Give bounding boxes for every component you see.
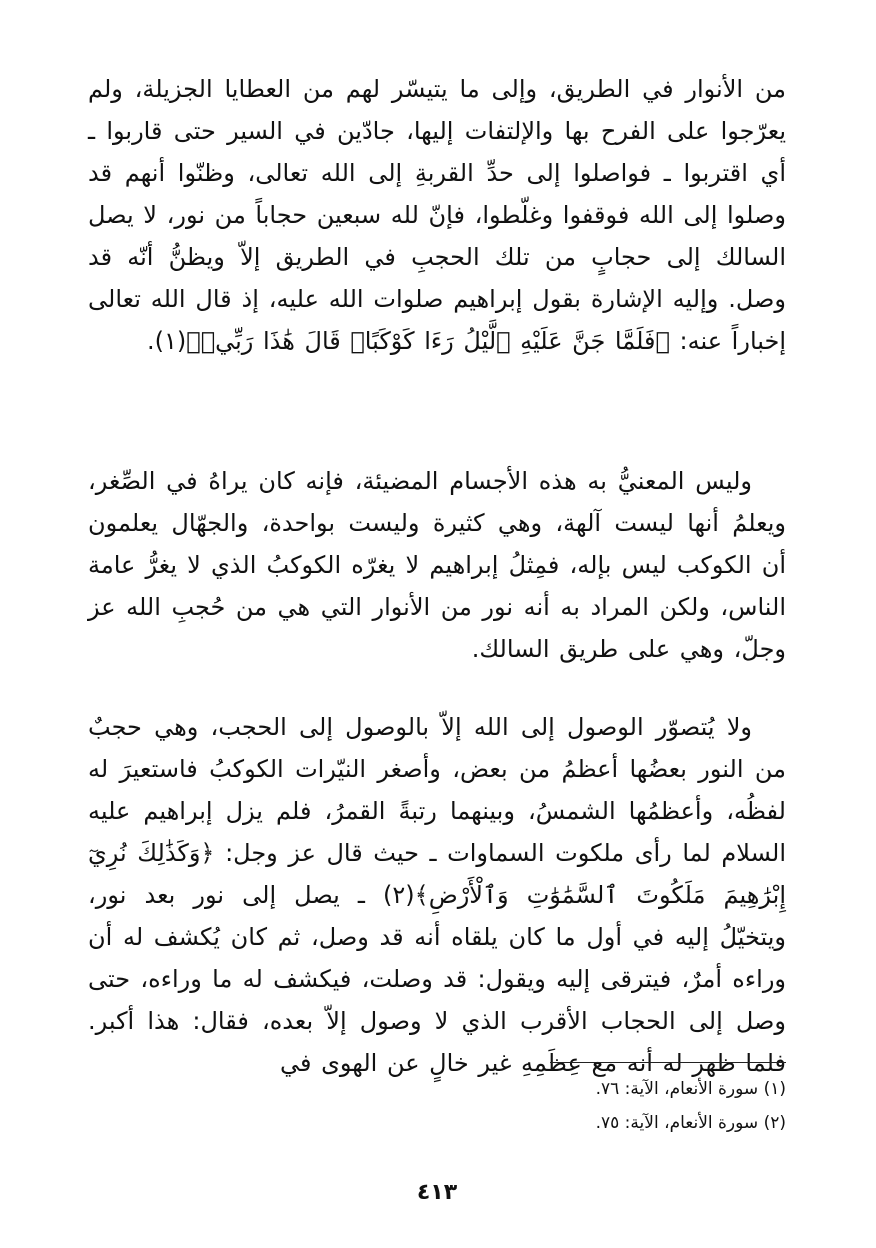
book-page bbox=[88, 60, 786, 1205]
footnote-2: (٢) سورة الأنعام، الآية: ٧٥. bbox=[595, 1113, 786, 1133]
paragraph-3: ولا يُتصوّر الوصول إلى الله إلاّ بالوصول إلى الحجب، وهي حجبٌ من النور بعضُها أعظمُ من بعض، وأصغر النيّرات الكوكبُ فاستعيرَ له لفظُه، وأعظمُها الشمسُ، وبينهما رتبةً القمرُ، فلم يزل إبراهيم عليه السلام لما رأى ملكوت السماوات ـ حيث قال عز وجل: ﴿وَكَذَٰلِكَ نُرِيٓ إِبْرَٰهِيمَ مَلَكُوتَ ٱلسَّمَٰوَٰتِ وَٱلْأَرْضِ﴾(٢) ـ يصل إلى نور بعد نور، ويتخيّلُ إليه في أول ما كان يلقاه أنه قد وصل، ثم كان يُكشف له أن وراءه أمرٌ، فيترقى إليه ويقول: قد وصلت، فيكشف له ما وراءه، حتى وصل إلى الحجاب الأقرب الذي لا وصول إلاّ بعده، فقال: هذا أكبر. فلما ظهر له أنه مع عِظَمِهِ غير خالٍ عن الهوى في bbox=[88, 713, 786, 1077]
paragraph-1: من الأنوار في الطريق، وإلى ما يتيسّر لهم من العطايا الجزيلة، ولم يعرّجوا على الفرح بها والإلتفات إليها، جادّين في السير حتى قاربوا ـ أي اقتربوا ـ فواصلوا إلى حدِّ القربةِ إلى الله تعالى، وظنّوا أنهم قد وصلوا إلى الله فوقفوا وغلّطوا، فإنّ لله سبعين حجاباً من نور، لا يصل السالك إلى حجابٍ من تلك الحجبِ في الطريق إلاّ ويظنُّ أنّه قد وصل. وإليه الإشارة بقول إبراهيم صلوات الله عليه، إذ قال الله تعالى إخباراً عنه: ﴿فَلَمَّا جَنَّ عَلَيْهِ ٱلَّيْلُ رَءَا كَوْكَبًاۖ قَالَ هَٰذَا رَبِّيۖ﴾(١). bbox=[88, 75, 786, 355]
footnotes bbox=[88, 1072, 786, 1140]
footnote-1: (١) سورة الأنعام، الآية: ٧٦. bbox=[595, 1079, 786, 1099]
footnote-separator bbox=[550, 1062, 786, 1063]
page-number: ٤١٣ bbox=[416, 1180, 458, 1205]
paragraph-2: وليس المعنيُّ به هذه الأجسام المضيئة، فإنه كان يراهُ في الصِّغر، ويعلمُ أنها ليست آلهة، وهي كثيرة وليست بواحدة، والجهّال يعلمون أن الكوكب ليس بإله، فمِثلُ إبراهيم لا يغرّه الكوكبُ الذي لا يغرُّ عامة الناس، ولكن المراد به أنه نور من الأنوار التي هي من حُجبِ الله عز وجلّ، وهي على طريق السالك. bbox=[88, 467, 786, 663]
